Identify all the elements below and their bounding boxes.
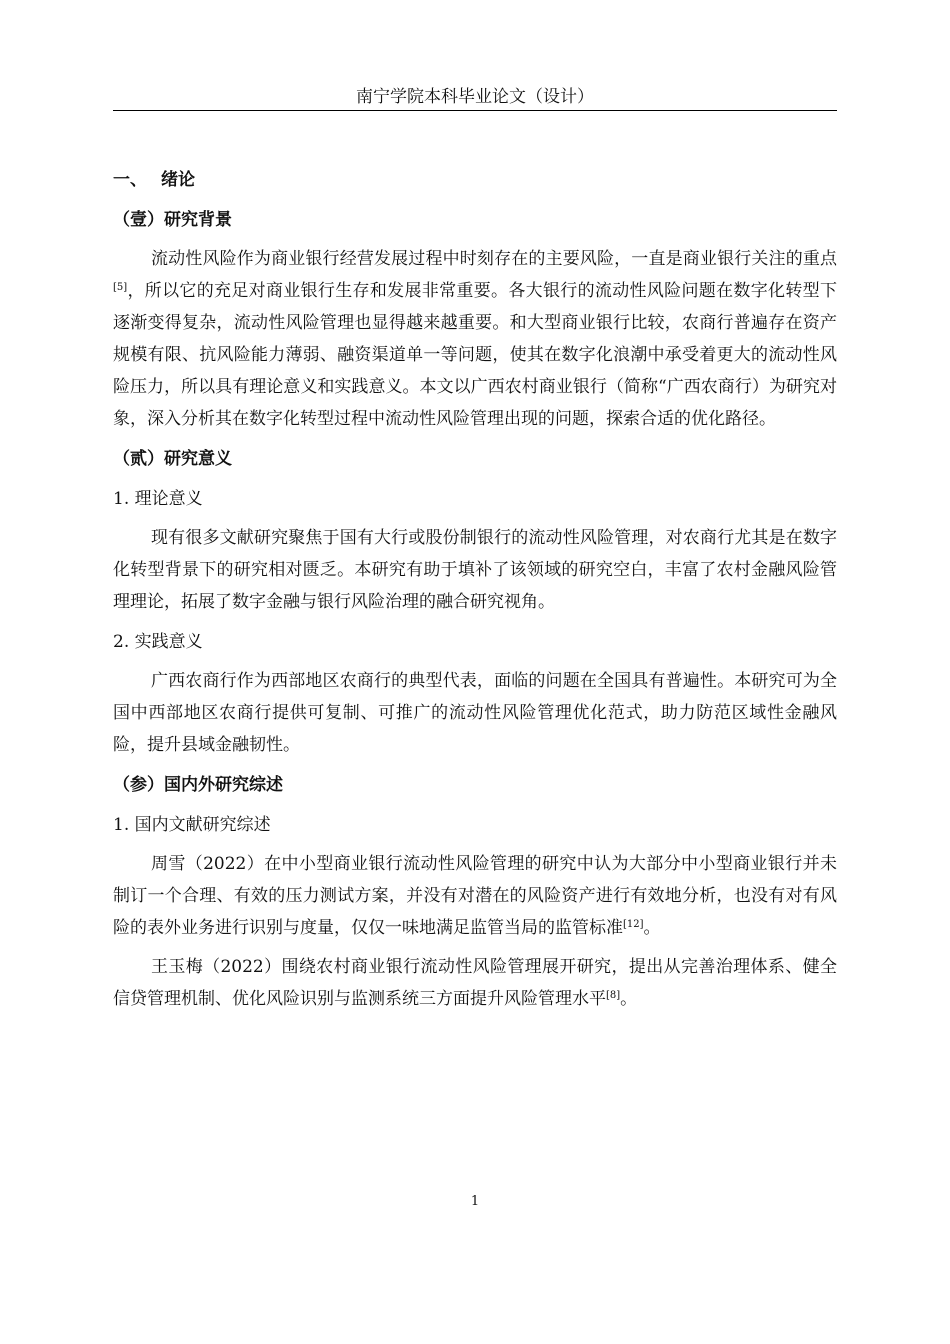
background-heading: （壹）研究背景	[113, 210, 232, 230]
theory-heading: 1. 理论意义	[113, 489, 203, 509]
practice-heading: 2. 实践意义	[113, 632, 203, 652]
domestic-review-heading: 1. 国内文献研究综述	[113, 815, 271, 835]
background-text-b: ，所以它的充足对商业银行生存和发展非常重要。各大银行的流动性风险问题在数字化转型下逐渐变得复杂，流动性风险管理也显得越来越重要。和大型商业银行比较，农商行普遍存在资产规模有限、抗风险能力薄弱、融资渠道单一等问题，使其在数字化浪潮中承受着更大的流动性风险压力，所以具有理论意义和实践意义。本文以广西农村商业银行（简称“广西农商行）为研究对象，深入分析其在数字化转型过程中流动性风险管理出现的问题，探索合适的优化路径。	[113, 281, 837, 429]
page-header	[113, 84, 837, 111]
background-paragraph	[113, 243, 837, 435]
theory-paragraph: 现有很多文献研究聚焦于国有大行或股份制银行的流动性风险管理，对农商行尤其是在数字化转型背景下的研究相对匮乏。本研究有助于填补了该领域的研究空白，丰富了农村金融风险管理理论，拓展了数字金融与银行风险治理的融合研究视角。	[113, 528, 837, 612]
section-number: 一、	[113, 170, 147, 190]
review-text-1-end: 。	[643, 918, 661, 938]
document-body	[113, 163, 837, 1022]
practice-paragraph: 广西农商行作为西部地区农商行的典型代表，面临的问题在全国具有普遍性。本研究可为全国中西部地区农商行提供可复制、可推广的流动性风险管理优化范式，助力防范区域性金融风险，提升县域金融韧性。	[113, 671, 837, 755]
background-text-a: 流动性风险作为商业银行经营发展过程中时刻存在的主要风险，一直是商业银行关注的重点	[151, 249, 837, 269]
citation: [5]	[113, 282, 128, 293]
section-title: 绪论	[161, 170, 195, 190]
review-paragraph-1	[113, 848, 837, 944]
review-text-1: 周雪（2022）在中小型商业银行流动性风险管理的研究中认为大部分中小型商业银行并未制订一个合理、有效的压力测试方案，并没有对潜在的风险资产进行有效地分析，也没有对有风险的表外业务进行识别与度量，仅仅一味地满足监管当局的监管标准	[113, 854, 837, 938]
review-heading: （参）国内外研究综述	[113, 775, 283, 795]
header-title: 南宁学院本科毕业论文（设计）	[356, 87, 594, 107]
page-number: 1	[470, 1194, 480, 1209]
review-paragraph-2	[113, 951, 837, 1015]
citation: [8]	[606, 990, 621, 1001]
review-text-2: 王玉梅（2022）围绕农村商业银行流动性风险管理展开研究，提出从完善治理体系、健全信贷管理机制、优化风险识别与监测系统三方面提升风险管理水平	[113, 957, 837, 1009]
review-text-2-end: 。	[620, 989, 638, 1009]
significance-heading: （贰）研究意义	[113, 449, 232, 469]
section-heading	[113, 163, 837, 197]
citation: [12]	[623, 919, 644, 930]
